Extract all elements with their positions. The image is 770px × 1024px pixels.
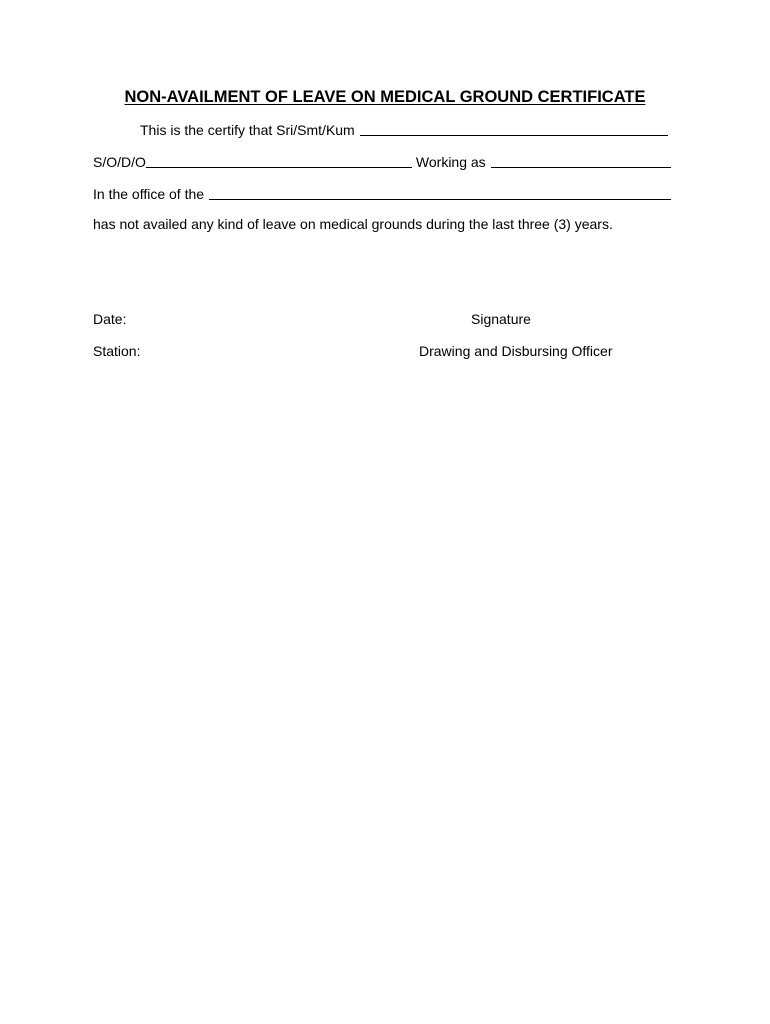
office-label: In the office of the — [93, 186, 205, 202]
declaration-text: has not availed any kind of leave on medical grounds during the last three (3) years. — [93, 216, 613, 232]
signature-label: Signature — [471, 311, 531, 327]
office-blank-field[interactable] — [209, 185, 671, 200]
office-line — [93, 185, 671, 202]
designation-blank-field[interactable] — [491, 153, 671, 168]
working-as-label: Working as — [415, 154, 486, 170]
relation-line — [93, 153, 671, 170]
relation-blank-field[interactable] — [146, 153, 412, 168]
name-line — [140, 121, 668, 138]
certify-text: This is the certify that Sri/Smt/Kum — [140, 122, 355, 138]
station-label: Station: — [93, 343, 141, 359]
date-label: Date: — [93, 311, 127, 327]
name-blank-field[interactable] — [360, 121, 668, 136]
relation-label: S/O/D/O — [93, 154, 146, 170]
certificate-title: NON-AVAILMENT OF LEAVE ON MEDICAL GROUND CERTIFICATE — [124, 88, 646, 106]
officer-label: Drawing and Disbursing Officer — [419, 343, 613, 359]
